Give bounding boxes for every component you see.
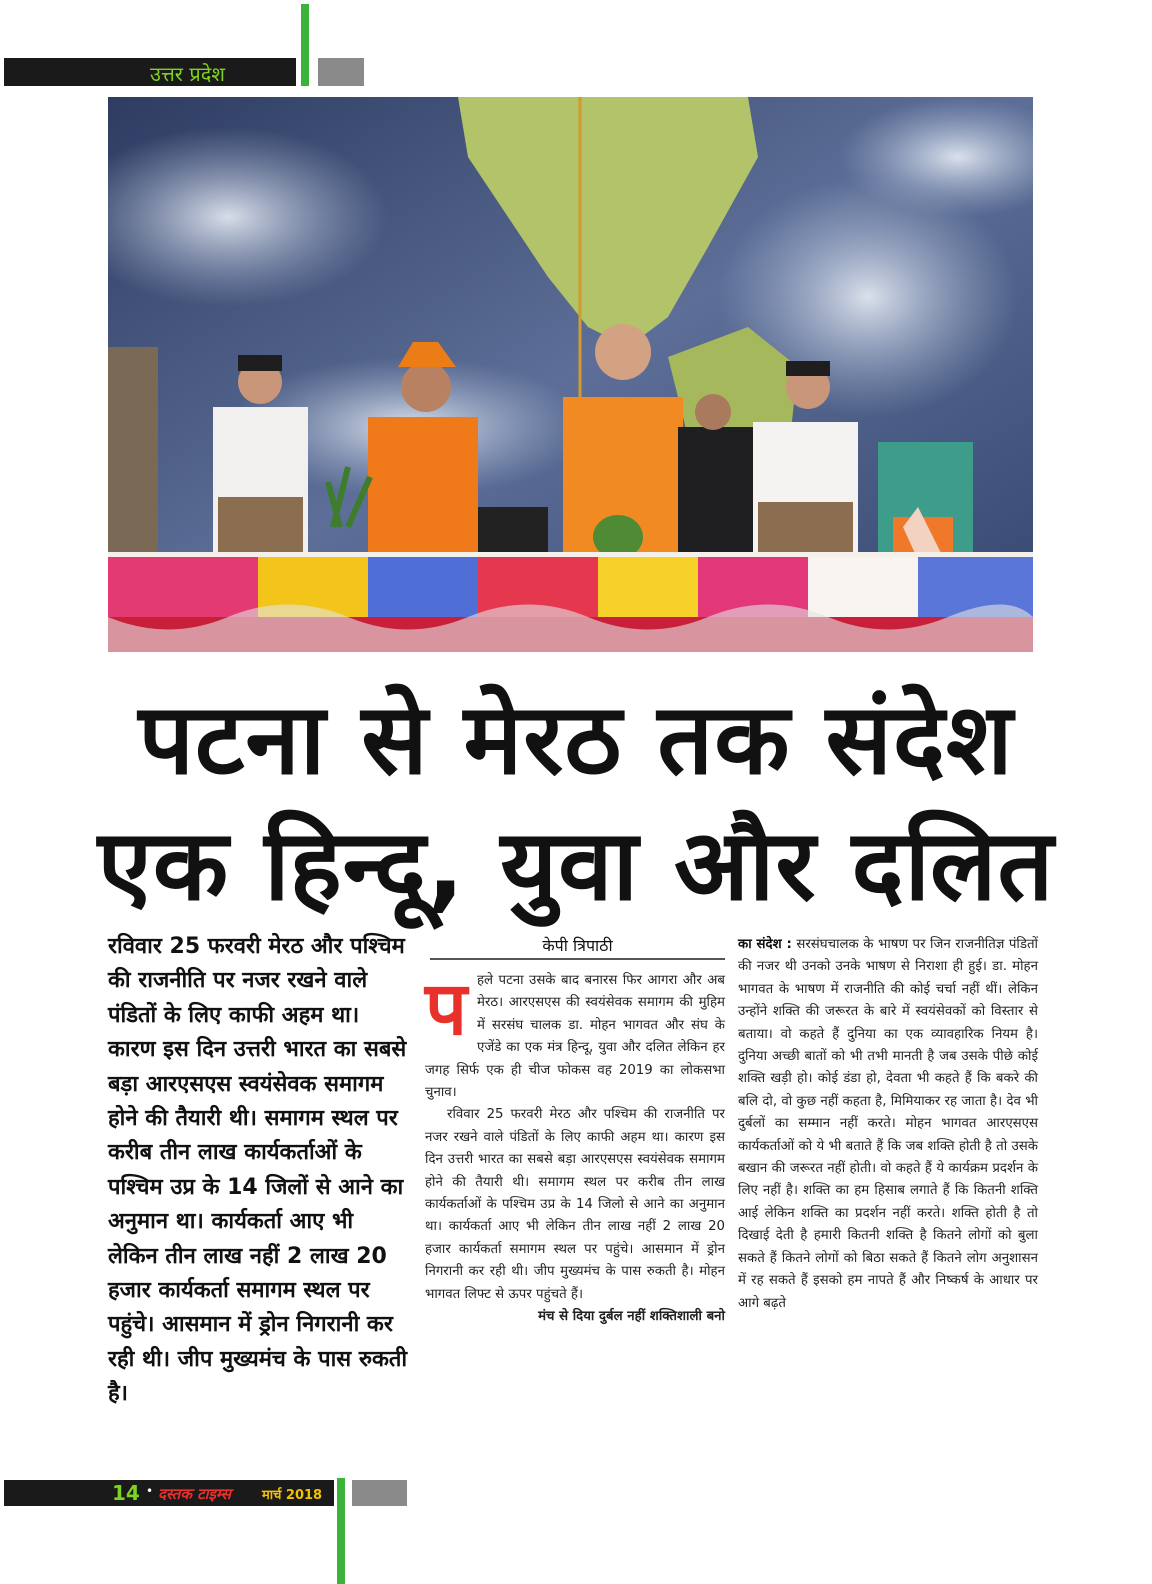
section-label: उत्तर प्रदेश	[150, 62, 225, 86]
body-paragraph-3: सरसंघचालक के भाषण पर जिन राजनीतिज्ञ पंडितों की नजर थी उनको उनके भाषण से निराशा ही हुई। डा. मोहन भागवत के भाषण में राजनीति की कोई चर्चा नहीं थीं। लेकिन उन्होंने शक्ति की जरूरत के बारे में स्वयंसेवकों को विस्तार से बताया। वो कहते हैं दुनिया का एक व्यावहारिक नियम है। दुनिया अच्छी बातों को भी तभी मानती है जब उसके पीछे कोई शक्ति खड़ी हो। कोई डंडा हो, देवता भी कहते हैं कि बकरे की बलि दो, वो कुछ नहीं कहता है, मिमियाकर रह जाता है। देव भी दुर्बलों का सम्मान नहीं करते। मोहन भागवत आरएसएस कार्यकर्ताओं को ये भी बताते हैं कि जब शक्ति होती है तो उसके बखान की जरूरत नहीं होती। वो कहते हैं ये कार्यक्रम प्रदर्शन के लिए नहीं है। शक्ति का हम हिसाब लगाते हैं कि कितनी शक्ति आई लेकिन शक्ति का प्रदर्शन नहीं करते। शक्ति होती है तो दिखाई देती है हमारी कितनी शक्ति है कितने लोगों को बुला सकते हैं कितने लोगों को बिठा सकते हैं कितने लोग अनुशासन में रह सकते हैं इसको हम नापते हैं और निष्कर्ष के आधार पर आगे बढ़ते	[738, 937, 1038, 1311]
subhead-continuation: का संदेश :	[738, 937, 792, 952]
lead-paragraph: रविवार 25 फरवरी मेरठ और पश्चिम की राजनीति पर नजर रखने वाले पंडितों के लिए काफी अहम था। कारण इस दिन उत्तरी भारत का सबसे बड़ा आरएसएस स्वयंसेवक समागम होने की तैयारी थी। समागम स्थल पर करीब तीन लाख कार्यकर्ताओं के पश्चिम उप्र के 14 जिलों से आने का अनुमान था। कार्यकर्ता आए भी लेकिन तीन लाख नहीं 2 लाख 20 हजार कार्यकर्ता समागम स्थल पर पहुंचे। आसमान में ड्रोन निगरानी कर रही थी। जीप मुख्यमंच के पास रुकती है।	[108, 934, 408, 1407]
headline-line-1: पटना से मेरठ तक संदेश	[138, 683, 1014, 797]
header-grey-block	[318, 58, 364, 86]
body-paragraph-2: रविवार 25 फरवरी मेरठ और पश्चिम की राजनीति पर नजर रखने वाले पंडितों के लिए काफी अहम था। कारण इस दिन उत्तरी भारत का सबसे बड़ा आरएसएस स्वयंसेवक समागम होने की तैयारी थी। समागम स्थल पर करीब तीन लाख कार्यकर्ताओं के पश्चिम उप्र के 14 जिलो से आने का अनुमान था। कार्यकर्ता आए भी लेकिन तीन लाख नहीं 2 लाख 20 हजार कार्यकर्ता समागम स्थल पर पहुंचे। आसमान में ड्रोन निगरानी कर रही थी। जीप मुख्यमंच के पास रुकती है। मोहन भागवत लिफ्ट से ऊपर पहुंचते हैं।	[425, 1107, 725, 1302]
masthead-logo: दस्तक टाइम्स	[158, 1485, 231, 1503]
lead-photo	[108, 97, 1033, 652]
subhead: मंच से दिया दुर्बल नहीं शक्तिशाली बनो	[538, 1309, 725, 1325]
footer-bullet: •	[146, 1484, 154, 1498]
footer-grey-block	[352, 1480, 407, 1506]
byline-rule	[430, 958, 725, 960]
drop-cap: प	[425, 966, 468, 1052]
header-accent-line	[301, 4, 309, 86]
article-body-right	[738, 934, 1038, 1315]
article-body-middle	[425, 966, 725, 1329]
headline-line-2: एक हिन्दू, युवा और दलित	[97, 809, 1055, 923]
footer-accent-line	[337, 1478, 345, 1584]
byline: केपी त्रिपाठी	[542, 936, 613, 955]
body-paragraph-1: हले पटना उसके बाद बनारस फिर आगरा और अब मेरठ। आरएसएस की स्वयंसेवक समागम की मुहिम में सरसंघ चालक डा. मोहन भागवत और संघ के एजेंडे का एक मंत्र हिन्दू, युवा और दलित लेकिन हर जगह सिर्फ एक ही चीज फोकस वह 2019 का लोकसभा चुनाव।	[425, 973, 725, 1101]
page-number: 14	[112, 1481, 140, 1505]
issue-date: मार्च 2018	[262, 1488, 323, 1503]
